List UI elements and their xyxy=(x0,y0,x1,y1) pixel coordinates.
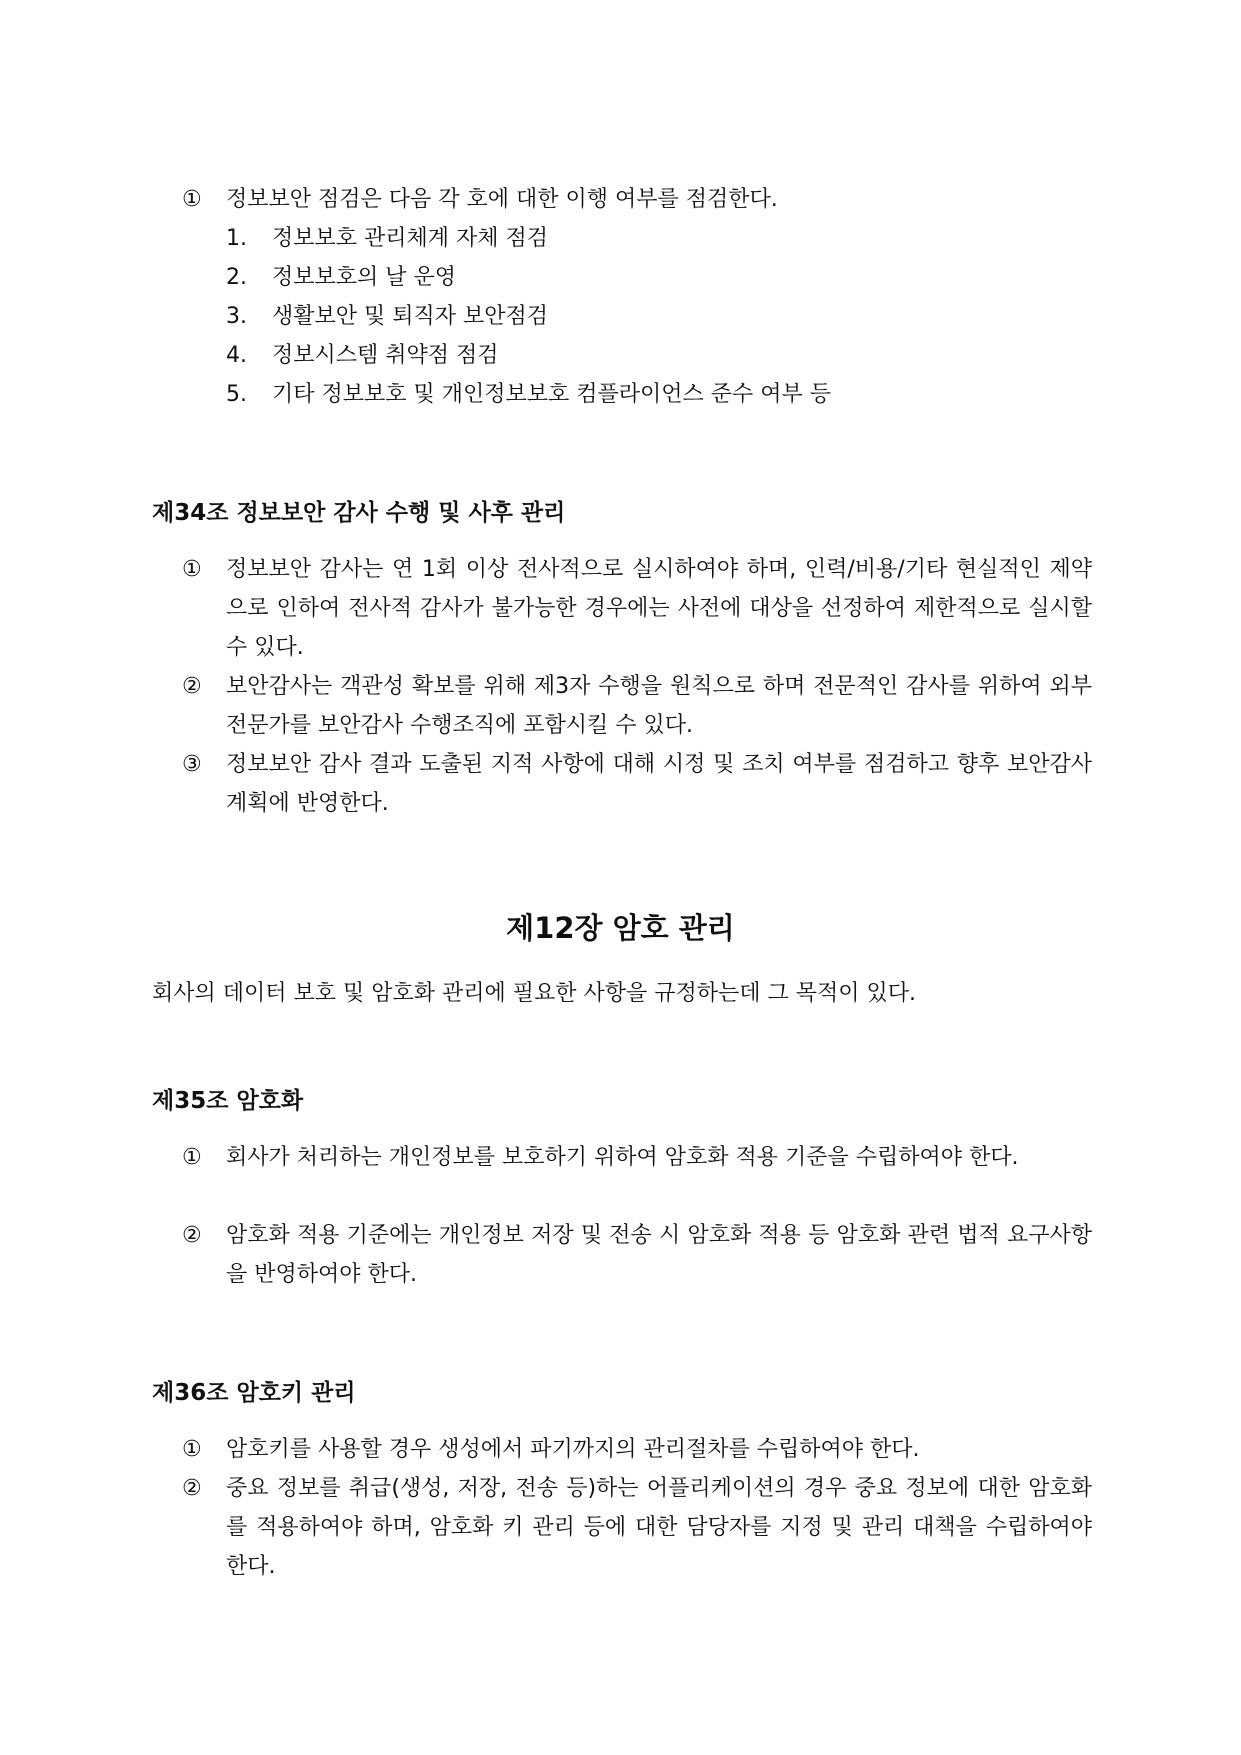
sub-item-number: 1. xyxy=(226,226,247,251)
article-35-item-1 xyxy=(182,1138,1092,1177)
item-marker: ② xyxy=(182,674,202,699)
item-text: 정보보안 점검은 다음 각 호에 대한 이행 여부를 점검한다. xyxy=(226,187,778,212)
item-marker: ② xyxy=(182,1223,202,1248)
item-marker: ① xyxy=(182,1145,202,1170)
item-text: 정보보안 감사는 연 1회 이상 전사적으로 실시하여야 하며, 인력/비용/기타 현실적인 제약으로 인하여 전사적 감사가 불가능한 경우에는 사전에 대상을 선정하여 제한적으로 실시할 수 있다. xyxy=(226,557,1092,660)
sub-item-number: 2. xyxy=(226,265,247,290)
article-34-item-3 xyxy=(182,745,1092,823)
article-35-heading: 제35조 암호화 xyxy=(152,1088,304,1114)
article-34-item-1 xyxy=(182,550,1092,667)
article-36-item-1 xyxy=(182,1430,1092,1469)
item-marker: ② xyxy=(182,1476,202,1501)
chapter-title: 제12장 암호 관리 xyxy=(506,911,735,945)
item-text: 정보보안 감사 결과 도출된 지적 사항에 대해 시정 및 조치 여부를 점검하고 향후 보안감사 계획에 반영한다. xyxy=(226,752,1092,816)
article-35-item-2 xyxy=(182,1216,1092,1294)
sub-item xyxy=(226,258,456,297)
section33-item-1 xyxy=(182,180,1092,219)
sub-item xyxy=(226,375,831,414)
article-36-item-2 xyxy=(182,1469,1092,1586)
item-text: 보안감사는 객관성 확보를 위해 제3자 수행을 원칙으로 하며 전문적인 감사를 위하여 외부전문가를 보안감사 수행조직에 포함시킬 수 있다. xyxy=(226,674,1092,738)
item-marker: ① xyxy=(182,187,202,212)
sub-item xyxy=(226,297,548,336)
article-34-heading: 제34조 정보보안 감사 수행 및 사후 관리 xyxy=(152,500,566,526)
sub-item-number: 3. xyxy=(226,304,247,329)
sub-item-number: 5. xyxy=(226,382,247,407)
sub-item xyxy=(226,336,499,375)
sub-item-text: 정보시스템 취약점 점검 xyxy=(272,343,499,368)
item-text: 중요 정보를 취급(생성, 저장, 전송 등)하는 어플리케이션의 경우 중요 정보에 대한 암호화를 적용하여야 하며, 암호화 키 관리 등에 대한 담당자를 지정 및 관리 대책을 수립하여야 한다. xyxy=(226,1476,1092,1579)
item-marker: ① xyxy=(182,1437,202,1462)
item-marker: ① xyxy=(182,557,202,582)
item-marker: ③ xyxy=(182,752,202,777)
article-34-item-2 xyxy=(182,667,1092,745)
sub-item-text: 생활보안 및 퇴직자 보안점검 xyxy=(272,304,549,329)
sub-item-text: 기타 정보보호 및 개인정보보호 컴플라이언스 준수 여부 등 xyxy=(272,382,832,407)
item-text: 암호키를 사용할 경우 생성에서 파기까지의 관리절차를 수립하여야 한다. xyxy=(226,1437,920,1462)
article-36-heading: 제36조 암호키 관리 xyxy=(152,1380,356,1406)
sub-item-text: 정보보호 관리체계 자체 점검 xyxy=(272,226,549,251)
sub-item-text: 정보보호의 날 운영 xyxy=(272,265,457,290)
item-text: 회사가 처리하는 개인정보를 보호하기 위하여 암호화 적용 기준을 수립하여야 한다. xyxy=(226,1145,1019,1170)
sub-item-number: 4. xyxy=(226,343,247,368)
sub-item xyxy=(226,219,548,258)
chapter-intro: 회사의 데이터 보호 및 암호화 관리에 필요한 사항을 규정하는데 그 목적이 있다. xyxy=(152,981,916,1006)
item-text: 암호화 적용 기준에는 개인정보 저장 및 전송 시 암호화 적용 등 암호화 관련 법적 요구사항을 반영하여야 한다. xyxy=(226,1223,1092,1287)
